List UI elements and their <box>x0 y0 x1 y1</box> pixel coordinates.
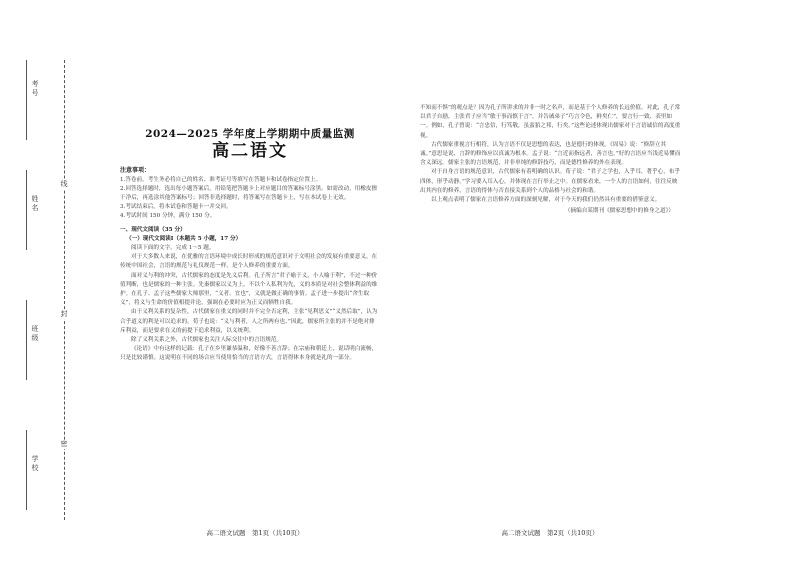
notice-item: 1.答卷前，考生务必将自己的姓名、准考证号等填写在答题卡和试卷指定位置上。 <box>120 176 322 183</box>
passage-paragraph: 由于义利关系的复杂性，古代儒家在重义的同时并不完全否定利，主张“见利思义”“义然后取”，认为合乎道义的利是可以追求的。荀子也说：“义与利者，人之所两有也。”因此，儒家所主张的并不是绝对排斥利益，而是要求在义的前提下追求利益，以义统利。 <box>120 309 378 334</box>
school-field[interactable] <box>26 430 37 510</box>
seal-mark-3: 密 <box>60 440 68 448</box>
seal-mark-1: 线 <box>60 180 68 188</box>
exam-number-field[interactable] <box>26 60 37 140</box>
label-exam-number: 考号 <box>31 80 39 97</box>
page-footer-right: 高二语文试题 第2页（共10页） <box>501 529 599 537</box>
passage-paragraph: 面对义与利的冲突，古代儒家的态度是先义后利。孔子所言“君子喻于义，小人喻于利”，不过一种价值判断，也是儒家的一种主张。先秦儒家以义为上，不以个人私利为先，义的本质是对社会整体利益的维护。在孔子、孟子这些儒家大师那里，“义者，宜也”，义就是做正确的事情。孟子进一步提出“舍生取义”，将义与生命的价值相提并论，强调在必要时应为正义而牺牲自我。 <box>120 272 378 307</box>
passage-paragraph: 对于大多数人来说，在优雅的言语环境中成长时形成的规范意识对于文明社会的发展有重要意义。在传统中国社会，言语的规范与礼仪规范一样，是个人修养的重要方面。 <box>120 254 378 270</box>
left-column <box>120 52 380 364</box>
right-column <box>420 104 682 216</box>
notice-item: 4.考试时间 150 分钟，满分 150 分。 <box>120 213 216 220</box>
notice-heading: 注意事项： <box>120 167 151 175</box>
class-field[interactable] <box>26 300 37 380</box>
seal-line <box>64 60 65 520</box>
exam-title: 2024—2025 学年度上学期期中质量监测 <box>145 128 355 140</box>
passage-paragraph: 不知而不惧”的观点是？因为孔子所讲求的并非一时之名声，而是基于个人修养的长远价值。对此，孔子常以君子自励，主张君子应当“敏于事而慎于言”，并告诫弟子“巧言令色，鲜矣仁”，要言行一致、表里如一。例如，孔子曾说：“言忠信，行笃敬，虽蛮貊之邦，行矣。”这些论述体现出儒家对于言语诚信的高度重视。 <box>420 105 681 139</box>
passage-paragraph: 除了义利关系之外，古代儒家也关注人际交往中的言语规范。 <box>131 337 283 344</box>
binding-strip <box>22 60 122 520</box>
subject-title: 高二语文 <box>212 141 288 162</box>
passage-paragraph: 古代儒家重视言行相符，认为言语不仅是思想的表达，也是德行的体现。《周易》说：“修辞立其诚。”意思是说，言辞的修饰应以真诚为根本。孟子说：“言近而指远者，善言也。”好的言语应当浅近易懂而含义深远。儒家主张的言语规范，并非单纯的修辞技巧，而是德性修养的外在表现。 <box>420 141 681 167</box>
passage-paragraph: 对于自身言语的规范意识，古代儒家有着明确的认识。荀子说：“君子之学也，入乎耳，著乎心，布乎四体，形乎动静。”学习要入耳入心，并体现在言行举止之中。在儒家看来，一个人的言语如何，往往反映出其内在的修养，言语的得体与否直接关系到个人的品格与社会的和谐。 <box>420 169 680 194</box>
passage-paragraph: 以上观点表明了儒家在言语修养方面的深刻见解，对于今天的我们仍然具有重要的借鉴意义。 <box>431 197 661 204</box>
name-field[interactable] <box>26 170 37 250</box>
section-heading: 一、现代文阅读（35 分） <box>120 226 186 233</box>
subsection-heading: （一）现代文阅读Ⅰ（本题共 5 小题，17 分） <box>126 235 242 242</box>
source-citation: （摘编自某期刊《儒家思想中的修身之道》） <box>564 208 674 215</box>
instruction-text: 阅读下面的文字，完成 1～5 题。 <box>131 245 215 252</box>
notice-item: 3.考试结束后，将本试卷和答题卡一并交回。 <box>120 204 232 211</box>
seal-mark-2: 封 <box>60 310 68 318</box>
passage-paragraph: 《论语》中有这样的记载：孔子在乡里谦恭温和，好像不善言辞；在宗庙和朝廷上，说话明白流畅，只是比较谨慎。这说明在不同的场合应当使用恰当的言语方式，言语得体本身就是礼的一部分。 <box>120 346 378 362</box>
page-footer-left: 高二语文试题 第1页（共10页） <box>206 529 304 537</box>
label-class: 班级 <box>31 325 39 342</box>
notice-item: 2.回答选择题时，选出每小题答案后，用铅笔把答题卡上对应题目的答案标号涂黑。如需改动，用橡皮擦干净后，再选涂其他答案标号；回答非选择题时，将答案写在答题卡上，写在本试卷上无效。 <box>120 185 378 202</box>
label-school: 学校 <box>31 455 39 472</box>
label-name: 姓名 <box>31 195 39 212</box>
